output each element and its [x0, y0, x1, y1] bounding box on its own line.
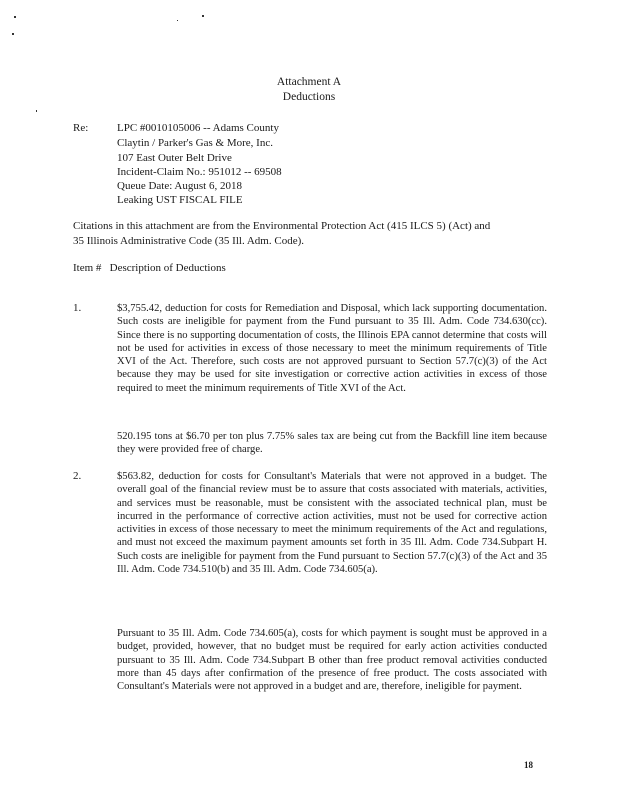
item-number: 1. [73, 302, 82, 314]
item-paragraph: $563.82, deduction for costs for Consultant's Materials that were not approved in a budget. The overall goal of the financial review must be to assure that costs associated with materials, activities, and services must be reasonable, must be consistent with the associated technical plan, must be incurred in the performance of corrective action activities, must not be used for corrective action activities in excess of those necessary to meet the minimum requirements of the Act and regulations, and must not exceed the maximum payment amounts set forth in 35 Ill. Adm. Code 734.Subpart H. Such costs are ineligible for payment from the Fund pursuant to Section 57.7(c)(3) of the Act and 35 Ill. Adm. Code 734.510(b) and 35 Ill. Adm. Code 734.605(a). [117, 471, 547, 576]
attachment-title: Attachment A [276, 76, 342, 88]
citations-line: 35 Illinois Administrative Code (35 Ill. Adm. Code). [73, 235, 304, 247]
re-label: Re: [73, 122, 89, 134]
scan-speck [36, 110, 37, 112]
re-line: Leaking UST FISCAL FILE [117, 194, 243, 206]
re-line: LPC #0010105006 -- Adams County [117, 122, 279, 134]
citations-line: Citations in this attachment are from the Environmental Protection Act (415 ILCS 5) (Act) and [73, 220, 491, 232]
re-line: Incident-Claim No.: 951012 -- 69508 [117, 166, 282, 178]
attachment-subtitle: Deductions [282, 91, 336, 103]
re-line: Queue Date: August 6, 2018 [117, 180, 242, 192]
page-number: 18 [524, 760, 533, 770]
items-header: Item # Description of Deductions [73, 262, 226, 274]
item-paragraph: $3,755.42, deduction for costs for Remediation and Disposal, which lack supporting documentation. Such costs are ineligible for payment from the Fund pursuant to 35 Ill. Adm. Code 734.630(cc). Since there is no supporting documentation of costs, the Illinois EPA cannot determine that costs will not be used for activities in excess of those necessary to meet the minimum requirements of Title XVI of the Act. Therefore, such costs are not approved pursuant to Section 57.7(c)(3) of the Act because they may be used for site investigation or corrective action activities in excess of those required to meet the minimum requirements of Title XVI of the Act. [117, 303, 547, 394]
item-number: 2. [73, 470, 82, 482]
item-paragraph: Pursuant to 35 Ill. Adm. Code 734.605(a), costs for which payment is sought must be approved in a budget, provided, however, that no budget must be required for early action activities conducted pursuant to 35 Ill. Adm. Code 734.Subpart B other than free product removal activities conducted more than 45 days after confirmation of the presence of free product. The costs associated with Consultant's Materials were not approved in a budget and are, therefore, ineligible for payment. [117, 628, 547, 693]
re-line: Claytin / Parker's Gas & More, Inc. [117, 137, 273, 149]
re-line: 107 East Outer Belt Drive [117, 152, 232, 164]
scan-speck [177, 20, 178, 21]
scan-speck [12, 33, 14, 35]
item-paragraph: 520.195 tons at $6.70 per ton plus 7.75% sales tax are being cut from the Backfill line item because they were provided free of charge. [117, 431, 547, 456]
scan-speck [14, 16, 16, 18]
scan-speck [202, 15, 204, 17]
